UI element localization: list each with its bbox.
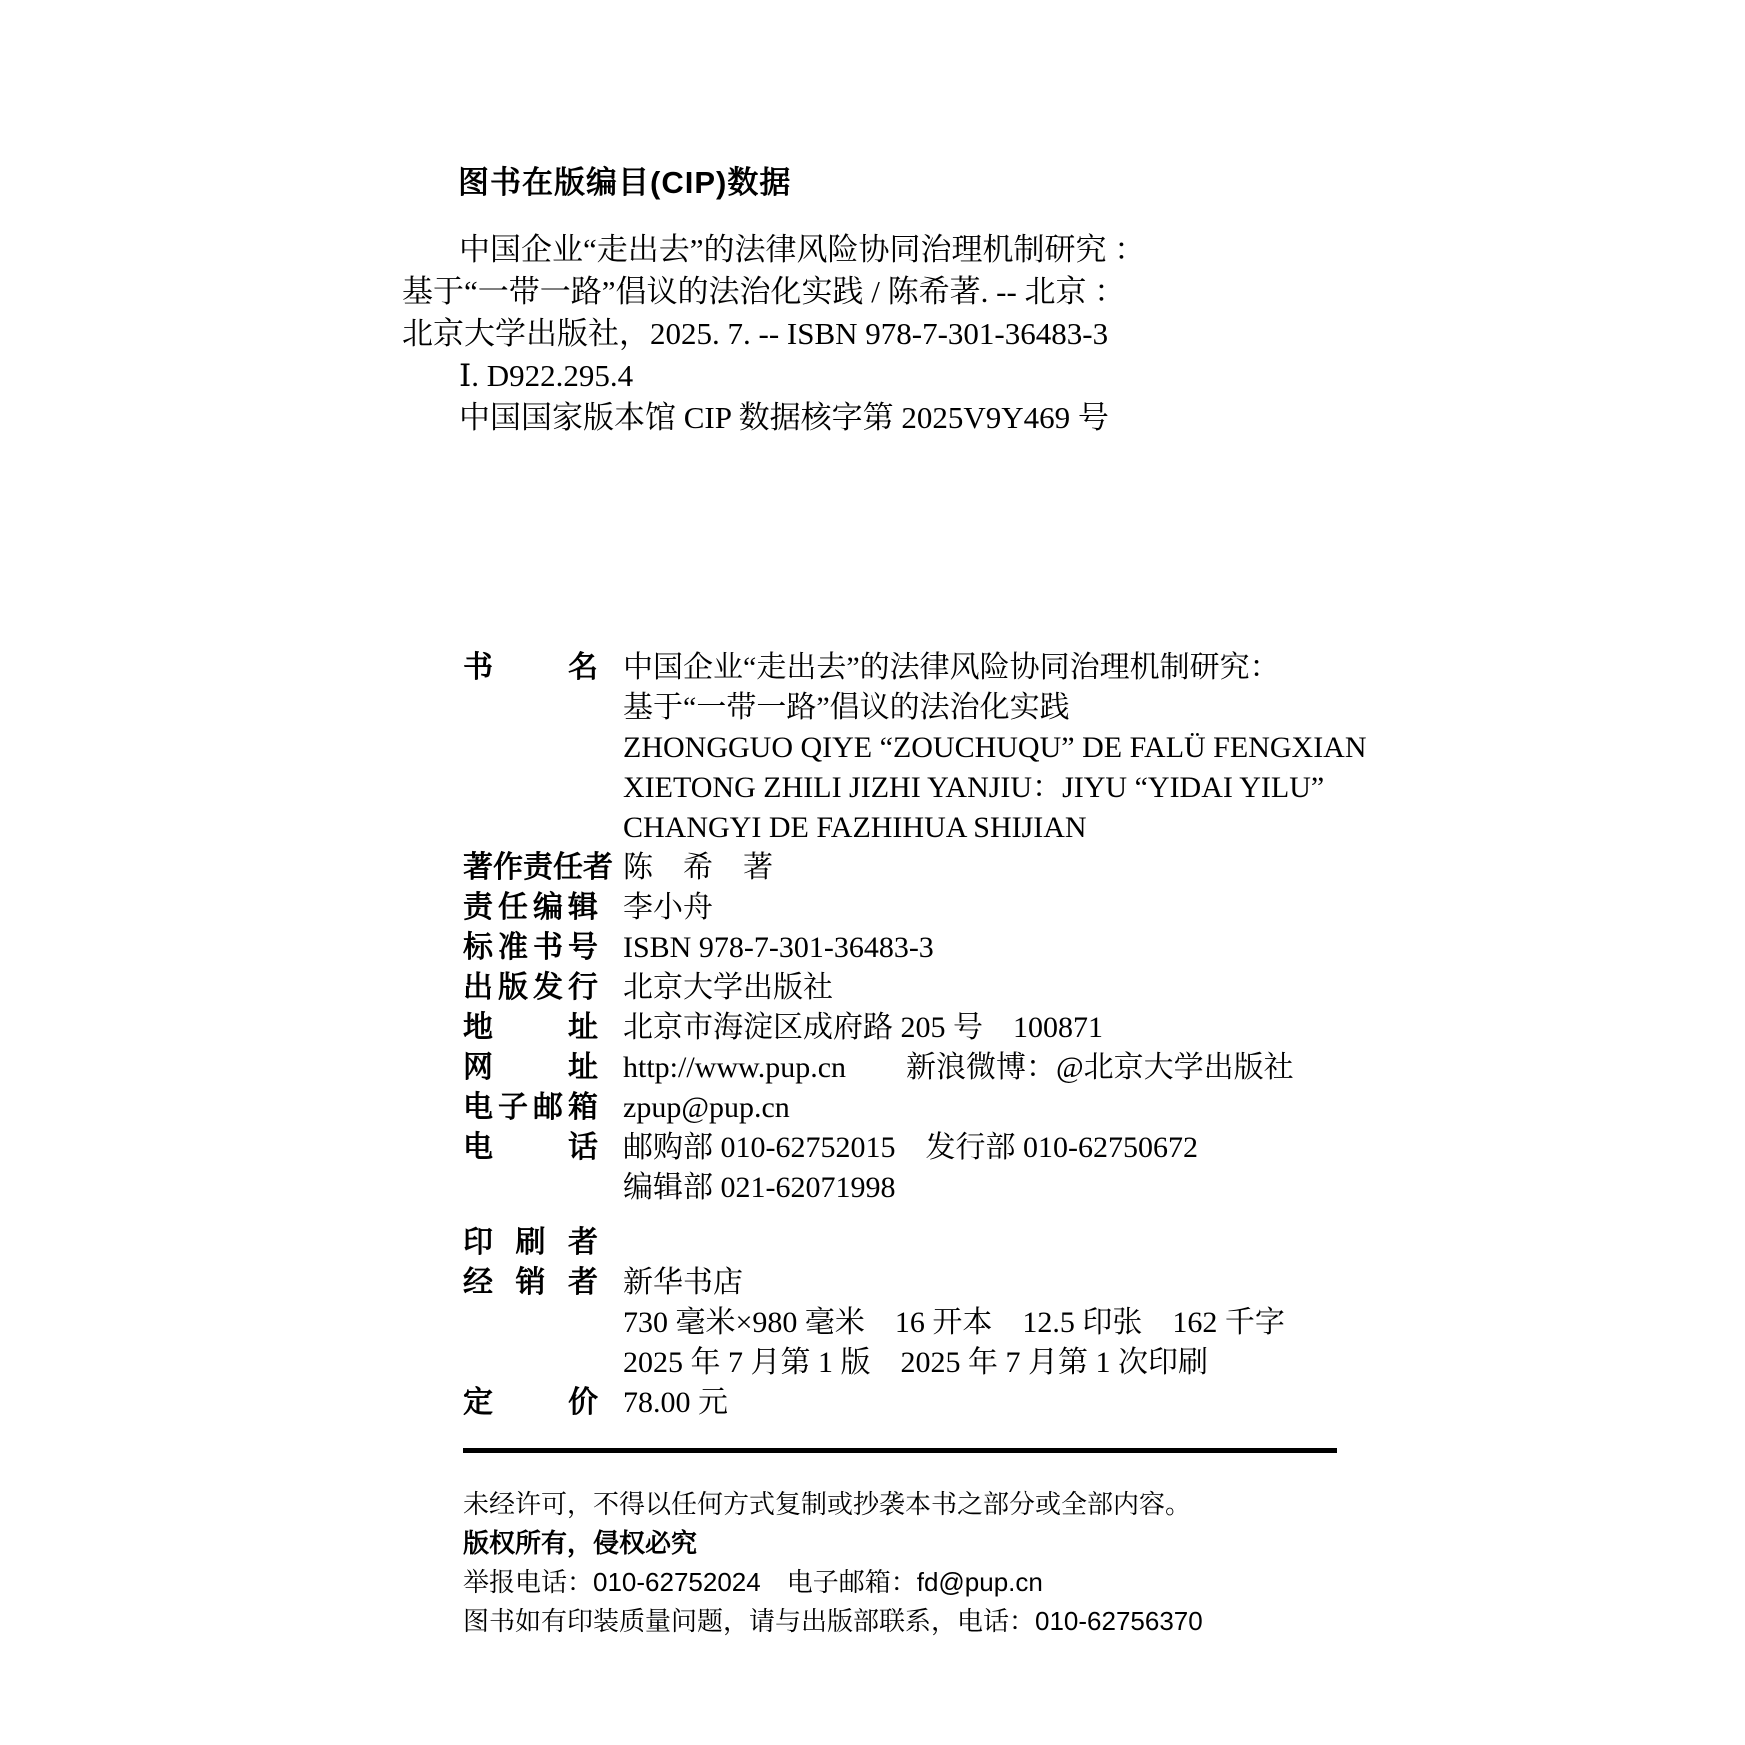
colophon-row — [463, 1168, 1367, 1208]
label-char: 经 — [463, 1266, 493, 1299]
label-char: 定 — [463, 1386, 493, 1419]
label-char: 址 — [568, 1011, 598, 1044]
colophon-value: XIETONG ZHILI JIZHI YANJIU：JIYU “YIDAI YILU” — [623, 771, 1325, 804]
notice-line: 版权所有，侵权必究 — [463, 1528, 698, 1558]
colophon-value: 邮购部 010-62752015 发行部 010-62750672 — [623, 1131, 1198, 1164]
notice-line: 举报电话：010-62752024 电子邮箱：fd@pup.cn — [463, 1567, 1043, 1597]
colophon-row — [463, 1008, 1367, 1048]
label-char: 址 — [568, 1051, 598, 1084]
label-char: 书 — [463, 651, 493, 684]
label-char: 价 — [568, 1386, 598, 1419]
colophon-row — [463, 648, 1367, 688]
colophon-label — [463, 1383, 598, 1423]
colophon-value: ISBN 978-7-301-36483-3 — [623, 931, 934, 964]
label-char: 电 — [463, 1131, 493, 1164]
notice-line: 图书如有印装质量问题，请与出版部联系，电话：010-62756370 — [463, 1606, 1203, 1636]
label-char: 号 — [568, 931, 598, 964]
colophon-label — [463, 888, 598, 928]
cip-line: 中国国家版本馆 CIP 数据核字第 2025V9Y469 号 — [459, 400, 1109, 435]
label-char: 地 — [463, 1011, 493, 1044]
colophon-row — [463, 1303, 1367, 1343]
label-char: 准 — [498, 931, 528, 964]
colophon-value: 编辑部 021-62071998 — [623, 1171, 896, 1204]
colophon-label — [463, 968, 598, 1008]
colophon-row — [463, 1048, 1367, 1088]
colophon-value: 陈 希 著 — [623, 851, 773, 884]
colophon-value: 2025 年 7 月第 1 版 2025 年 7 月第 1 次印刷 — [623, 1346, 1208, 1379]
label-char: 邮 — [533, 1091, 563, 1124]
label-char: 者 — [568, 1266, 598, 1299]
colophon-value: 北京大学出版社 — [623, 971, 833, 1004]
label-char: 责 — [463, 891, 493, 924]
label-char: 网 — [463, 1051, 493, 1084]
colophon-label — [463, 1048, 598, 1088]
notice-line: 未经许可，不得以任何方式复制或抄袭本书之部分或全部内容。 — [463, 1489, 1192, 1519]
colophon-value: zpup@pup.cn — [623, 1091, 790, 1124]
cip-line: 中国企业“走出去”的法律风险协同治理机制研究 ： — [459, 232, 1146, 267]
colophon-label — [463, 928, 598, 968]
label-char: 版 — [498, 971, 528, 1004]
label-char: 发 — [533, 971, 563, 1004]
label-char: 任 — [498, 891, 528, 924]
label-char: 话 — [568, 1131, 598, 1164]
label-char: 标 — [463, 931, 493, 964]
copyright-notice — [463, 1485, 1203, 1641]
label-char: 名 — [568, 651, 598, 684]
colophon-value: CHANGYI DE FAZHIHUA SHIJIAN — [623, 811, 1087, 844]
label-char: 行 — [568, 971, 598, 1004]
label-char: 者 — [568, 1226, 598, 1259]
label-char: 作 — [493, 851, 523, 884]
label-char: 者 — [583, 851, 613, 884]
colophon-row — [463, 968, 1367, 1008]
cip-line: 北京大学出版社，2025. 7. -- ISBN 978-7-301-36483-3 — [402, 316, 1109, 351]
colophon-value: 730 毫米×980 毫米 16 开本 12.5 印张 162 千字 — [623, 1306, 1285, 1339]
colophon-row — [463, 928, 1367, 968]
colophon-row — [463, 1343, 1367, 1383]
colophon-label — [463, 1088, 598, 1128]
label-char: 著 — [463, 851, 493, 884]
footer-divider — [463, 1448, 1337, 1453]
label-char: 出 — [463, 971, 493, 1004]
colophon-value: 78.00 元 — [623, 1386, 728, 1419]
colophon-row — [463, 808, 1367, 848]
cip-data-block — [402, 229, 1145, 439]
label-char: 子 — [498, 1091, 528, 1124]
colophon-value: 李小舟 — [623, 891, 713, 924]
colophon-row — [463, 728, 1367, 768]
colophon-value: 新华书店 — [623, 1266, 743, 1299]
colophon-label — [463, 1128, 598, 1168]
label-char: 辑 — [568, 891, 598, 924]
colophon-label — [463, 1223, 598, 1263]
colophon-value: 北京市海淀区成府路 205 号 100871 — [623, 1011, 1103, 1044]
colophon-row — [463, 1263, 1367, 1303]
colophon-value: 基于“一带一路”倡议的法治化实践 — [623, 691, 1070, 724]
label-char: 书 — [533, 931, 563, 964]
cip-line: 基于“一带一路”倡议的法治化实践 / 陈希著. -- 北京 ： — [402, 274, 1126, 309]
colophon-row — [463, 1088, 1367, 1128]
label-char: 刷 — [515, 1226, 546, 1259]
colophon-value: 中国企业“走出去”的法律风险协同治理机制研究： — [623, 651, 1280, 684]
colophon-row — [463, 1128, 1367, 1168]
label-char: 责 — [523, 851, 553, 884]
label-char: 箱 — [568, 1091, 598, 1124]
colophon-value: ZHONGGUO QIYE “ZOUCHUQU” DE FALÜ FENGXIAN — [623, 731, 1367, 764]
cip-line: Ⅰ. D922.295.4 — [459, 358, 634, 393]
label-char: 任 — [553, 851, 583, 884]
colophon-row — [463, 888, 1367, 928]
colophon-row — [463, 768, 1367, 808]
colophon-label — [463, 848, 613, 888]
colophon-value: http://www.pup.cn 新浪微博：@北京大学出版社 — [623, 1051, 1294, 1084]
label-char: 印 — [463, 1226, 493, 1259]
colophon-row — [463, 848, 1367, 888]
colophon-row — [463, 1223, 1367, 1263]
label-char: 电 — [463, 1091, 493, 1124]
label-char: 销 — [515, 1266, 546, 1299]
colophon-label — [463, 1008, 598, 1048]
colophon-row — [463, 688, 1367, 728]
colophon-label — [463, 648, 598, 688]
label-char: 编 — [533, 891, 563, 924]
colophon-table — [463, 648, 1367, 1423]
colophon-row — [463, 1383, 1367, 1423]
colophon-label — [463, 1263, 598, 1303]
cip-heading: 图书在版编目(CIP)数据 — [458, 165, 792, 200]
